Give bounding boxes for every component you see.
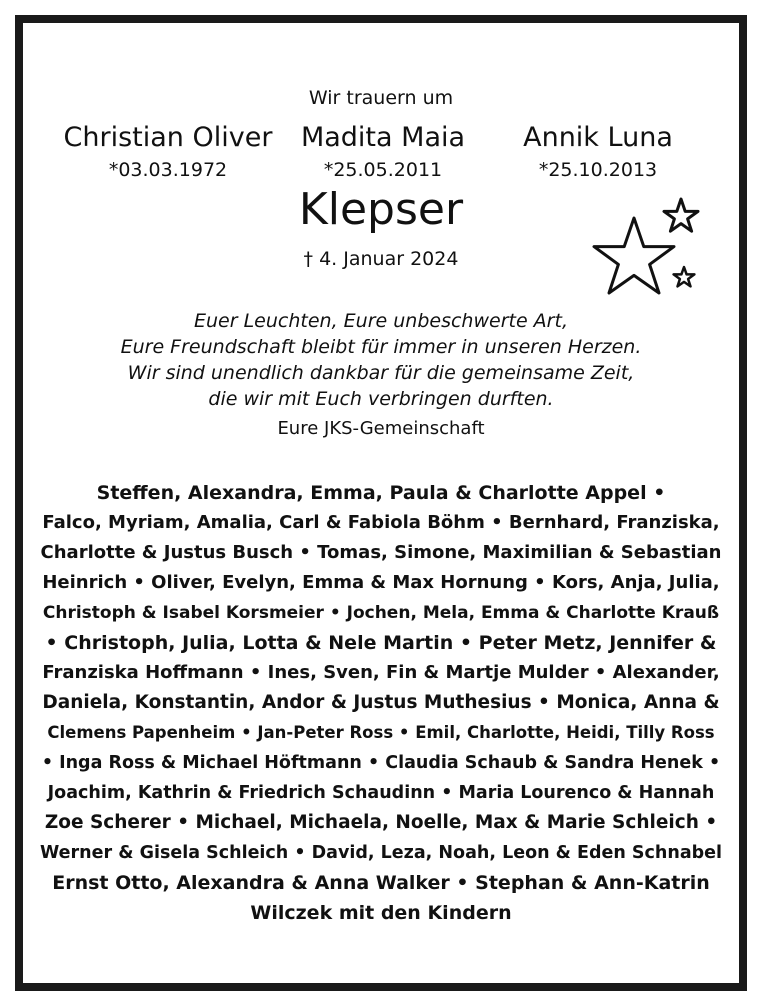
death-date: † 4. Januar 2024: [303, 248, 459, 270]
poem-line: die wir mit Euch verbringen durften.: [208, 388, 554, 410]
mourners-line: • Inga Ross & Michael Höftmann • Claudia Schaub & Sandra Henek •: [41, 753, 721, 773]
mourners-line: Franziska Hoffmann • Ines, Sven, Fin & Martje Mulder • Alexander,: [42, 662, 720, 683]
mourners-line: Ernst Otto, Alexandra & Anna Walker • Stephan & Ann-Katrin: [52, 872, 710, 894]
poem-line: Wir sind unendlich dankbar für die gemeinsame Zeit,: [127, 362, 635, 384]
mourners-line: Christoph & Isabel Korsmeier • Jochen, Mela, Emma & Charlotte Krauß: [42, 603, 720, 623]
person-birth-date: *25.10.2013: [538, 159, 658, 181]
signature: Eure JKS-Gemeinschaft: [277, 418, 485, 439]
mourners-line: Werner & Gisela Schleich • David, Leza, Noah, Leon & Eden Schnabel: [40, 843, 723, 863]
mourners-line: Wilczek mit den Kindern: [250, 902, 512, 924]
person-christian: [58, 122, 278, 181]
mourners-line: Falco, Myriam, Amalia, Carl & Fabiola Böhm • Bernhard, Franziska,: [42, 512, 720, 533]
poem-line: Euer Leuchten, Eure unbeschwerte Art,: [194, 310, 568, 332]
mourners-line: Daniela, Konstantin, Andor & Justus Muthesius • Monica, Anna &: [42, 692, 720, 713]
person-annik: [498, 122, 698, 181]
person-madita: [278, 122, 488, 181]
stars-icon: [584, 192, 708, 302]
intro-text: Wir trauern um: [308, 87, 454, 109]
mourners-list: [40, 478, 722, 928]
poem-line: Eure Freundschaft bleibt für immer in unseren Herzen.: [120, 336, 642, 358]
person-birth-date: *03.03.1972: [108, 159, 228, 181]
mourners-line: Heinrich • Oliver, Evelyn, Emma & Max Hornung • Kors, Anja, Julia,: [42, 572, 720, 593]
mourners-line: Charlotte & Justus Busch • Tomas, Simone, Maximilian & Sebastian: [40, 542, 722, 563]
person-birth-date: *25.05.2011: [323, 159, 443, 181]
person-name: Christian Oliver: [63, 122, 273, 153]
mourners-line: Joachim, Kathrin & Friedrich Schaudinn • Maria Lourenco & Hannah: [47, 783, 715, 803]
family-name: Klepser: [298, 184, 464, 235]
mourners-line: • Christoph, Julia, Lotta & Nele Martin • Peter Metz, Jennifer &: [45, 632, 717, 654]
person-name: Annik Luna: [523, 122, 673, 153]
person-name: Madita Maia: [300, 122, 466, 153]
mourners-line: Steffen, Alexandra, Emma, Paula & Charlotte Appel •: [96, 482, 666, 504]
mourners-line: Clemens Papenheim • Jan-Peter Ross • Emil, Charlotte, Heidi, Tilly Ross: [47, 723, 715, 742]
poem: [0, 308, 762, 412]
mourners-line: Zoe Scherer • Michael, Michaela, Noelle, Max & Marie Schleich •: [44, 812, 718, 833]
